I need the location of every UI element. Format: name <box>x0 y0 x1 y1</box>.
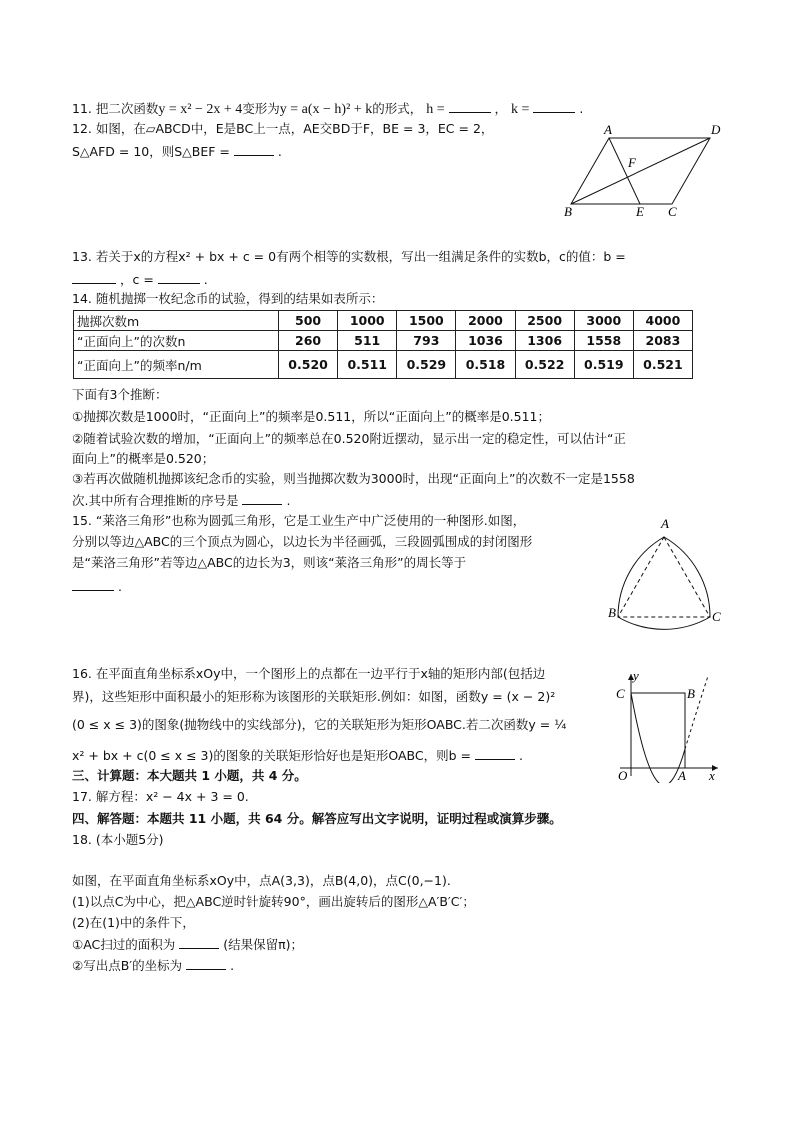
equilateral-triangle <box>618 537 710 617</box>
question-13-line1: 13. 若关于x的方程x² + bx + c = 0有两个相等的实数根，写出一组满足条件的实数b，c的值：b = <box>72 249 626 264</box>
label-E: E <box>636 204 644 219</box>
parabola-solid <box>631 693 685 783</box>
reuleaux-outline <box>618 537 710 629</box>
answer-blank-q16[interactable] <box>475 746 515 760</box>
label-O: O <box>618 768 628 783</box>
label-y: y <box>633 668 639 683</box>
question-18-line5: ②写出点B′的坐标为 . <box>72 958 235 973</box>
question-18-line1: 如图，在平面直角坐标系xOy中，点A(3,3)，点B(4,0)，点C(0,−1). <box>72 873 451 888</box>
answer-blank-k[interactable] <box>533 99 575 113</box>
question-16-line1: 16. 在平面直角坐标系xOy中，一个图形上的点都在一边平行于x轴的矩形内部(包括边 <box>72 666 546 681</box>
table-row-throws <box>74 311 693 331</box>
table-cell: 0.518 <box>456 351 515 379</box>
parabola-figure <box>610 668 730 783</box>
label-C: C <box>712 609 721 624</box>
label-B: B <box>687 686 695 701</box>
inference-3a: ③若再次做随机抛掷该纪念币的实验，则当抛掷次数为3000时，出现“正面向上”的次数不一定是1558 <box>72 471 635 486</box>
question-14-intro: 14. 随机抛掷一枚纪念币的试验，得到的结果如表所示： <box>72 291 384 306</box>
table-cell: 1306 <box>515 331 574 351</box>
question-15-line4: . <box>72 577 122 596</box>
table-cell: 0.519 <box>574 351 633 379</box>
label-C: C <box>616 686 625 701</box>
table-cell: 511 <box>338 331 397 351</box>
table-cell: 1000 <box>338 311 397 331</box>
question-18-line4: ①AC扫过的面积为 (结果保留π)； <box>72 937 304 952</box>
table-cell: 2500 <box>515 311 574 331</box>
question-16-line3: (0 ≤ x ≤ 3)的图象(抛物线中的实线部分)，它的关联矩形为矩形OABC.若二次函数y = ¼ <box>72 717 567 732</box>
answer-blank-c[interactable] <box>158 270 200 284</box>
question-15-line1: 15. “莱洛三角形”也称为圆弧三角形，它是工业生产中广泛使用的一种图形.如图， <box>72 513 526 528</box>
label-B: B <box>608 605 616 620</box>
label-A: A <box>678 768 686 783</box>
table-cell: 260 <box>279 331 338 351</box>
table-cell: 0.522 <box>515 351 574 379</box>
table-cell: 2083 <box>633 331 692 351</box>
row-header-heads: “正面向上”的次数n <box>74 331 279 351</box>
section-4-heading: 四、解答题：本题共 11 小题，共 64 分。解答应写出文字说明，证明过程或演算步骤。 <box>72 811 562 826</box>
question-18-line2: (1)以点C为中心，把△ABC逆时针旋转90°，画出旋转后的图形△A′B′C′； <box>72 894 475 909</box>
table-cell: 500 <box>279 311 338 331</box>
label-A: A <box>604 122 612 137</box>
table-cell: 2000 <box>456 311 515 331</box>
table-row-heads <box>74 331 693 351</box>
row-header-frequency: “正面向上”的频率n/m <box>74 351 279 379</box>
question-16-line2: 界)，这些矩形中面积最小的矩形称为该图形的关联矩形.例如：如图，函数y = (x − 2)² <box>72 689 556 704</box>
inference-3b: 次.其中所有合理推断的序号是 . <box>72 493 291 508</box>
table-cell: 4000 <box>633 311 692 331</box>
table-row-frequency <box>74 351 693 379</box>
inference-2b: 面向上”的概率是0.520； <box>72 451 215 466</box>
question-12-line2: S△AFD = 10，则S△BEF = . <box>72 144 282 159</box>
answer-blank-q18-coord[interactable] <box>186 956 226 970</box>
label-C: C <box>668 204 677 219</box>
section-3-heading: 三、计算题：本大题共 1 小题，共 4 分。 <box>72 768 307 783</box>
parallelogram-figure <box>560 120 730 220</box>
answer-blank-h[interactable] <box>449 99 491 113</box>
label-B: B <box>564 204 572 219</box>
label-D: D <box>711 122 721 137</box>
question-18-title: 18. (本小题5分) <box>72 832 164 847</box>
reuleaux-triangle-figure <box>600 515 735 640</box>
answer-blank-q15[interactable] <box>72 577 114 591</box>
table-cell: 3000 <box>574 311 633 331</box>
question-18-line3: (2)在(1)中的条件下， <box>72 915 195 930</box>
inference-2a: ②随着试验次数的增加，“正面向上”的频率总在0.520附近摆动，显示出一定的稳定性，可以估计“正 <box>72 431 626 446</box>
table-cell: 793 <box>397 331 456 351</box>
table-cell: 1558 <box>574 331 633 351</box>
label-F: F <box>628 155 636 170</box>
question-11: 11. 把二次函数y = x² − 2x + 4变形为y = a(x − h)² + k的形式， h = ， k = . <box>72 101 584 117</box>
answer-blank-q12[interactable] <box>234 142 274 156</box>
table-cell: 1500 <box>397 311 456 331</box>
table-cell: 0.529 <box>397 351 456 379</box>
question-13-line2: ，c = . <box>72 270 208 289</box>
row-header-throws: 抛掷次数m <box>74 311 279 331</box>
answer-blank-q14[interactable] <box>242 491 282 505</box>
question-12-line1: 12. 如图，在▱ABCD中，E是BC上一点，AE交BD于F，BE = 3，EC = 2， <box>72 121 494 136</box>
question-15-line2: 分别以等边△ABC的三个顶点为圆心，以边长为半径画弧，三段圆弧围成的封闭图形 <box>72 534 533 549</box>
answer-blank-q18-area[interactable] <box>179 935 219 949</box>
question-17: 17. 解方程：x² − 4x + 3 = 0. <box>72 789 249 804</box>
results-table <box>73 310 693 379</box>
diagonal-bd <box>571 138 710 204</box>
table-cell: 1036 <box>456 331 515 351</box>
label-x: x <box>709 768 715 783</box>
table-cell: 0.521 <box>633 351 692 379</box>
label-A: A <box>661 516 669 531</box>
inference-1: ①抛掷次数是1000时，“正面向上”的频率是0.511，所以“正面向上”的概率是0.511； <box>72 409 550 424</box>
question-15-line3: 是“莱洛三角形”若等边△ABC的边长为3，则该“莱洛三角形”的周长等于 <box>72 555 467 570</box>
table-cell: 0.511 <box>338 351 397 379</box>
question-16-line4: x² + bx + c(0 ≤ x ≤ 3)的图象的关联矩形恰好也是矩形OABC，则b = . <box>72 748 523 763</box>
answer-blank-b[interactable] <box>72 270 116 284</box>
segment-ae <box>609 138 640 204</box>
question-14-lead: 下面有3个推断： <box>72 387 168 402</box>
table-cell: 0.520 <box>279 351 338 379</box>
